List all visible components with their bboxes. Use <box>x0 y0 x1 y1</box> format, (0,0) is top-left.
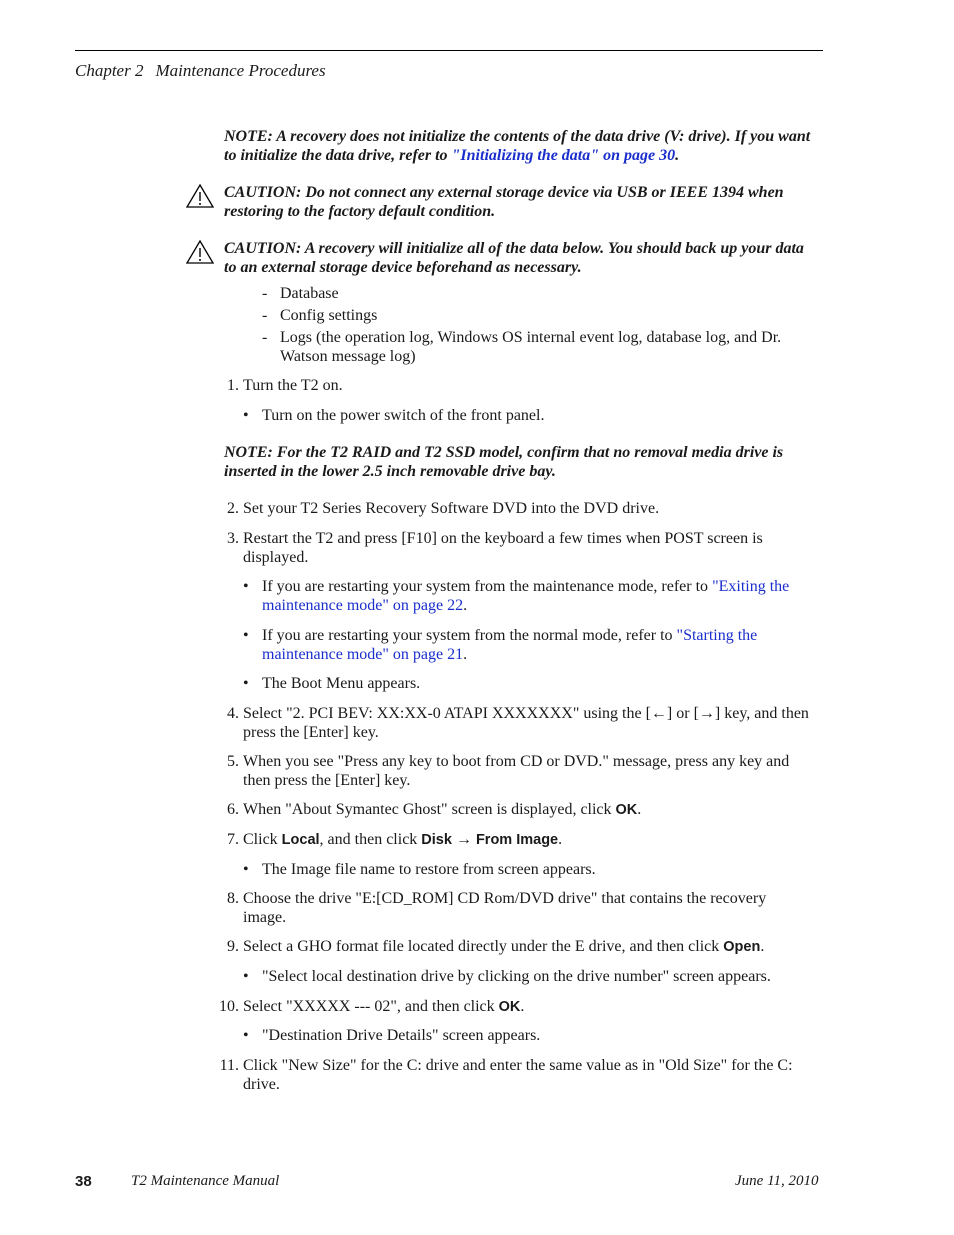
step-number: 2. <box>227 500 239 517</box>
step-text: Select a GHO format file located directly under the E drive, and then click <box>243 938 724 955</box>
bullet-end: . <box>463 597 468 614</box>
list-item <box>262 306 807 325</box>
step-number: 11. <box>219 1057 239 1074</box>
ui-label-ok: OK <box>498 999 521 1015</box>
step-text: Restart the T2 and press [F10] on the keyboard a few times when POST screen is displayed. <box>243 530 763 566</box>
bullet-text: If you are restarting your system from the normal mode, refer to <box>262 627 677 644</box>
step-6 <box>212 800 812 820</box>
manual-title: T2 Maintenance Manual <box>131 1173 280 1189</box>
bullet-text: "Select local destination drive by clicking on the drive number" screen appears. <box>262 968 771 985</box>
step-end: . <box>558 831 563 848</box>
step-number: 1. <box>227 377 239 394</box>
step-number: 7. <box>227 831 239 848</box>
note-end: . <box>675 147 680 164</box>
step-end: . <box>637 801 642 818</box>
caution-data-loss: CAUTION: A recovery will initialize all of the data below. You should back up your data to an external storage device beforehand as necessary. <box>224 240 804 276</box>
bullet-item <box>243 860 808 879</box>
dash-marker: - <box>262 329 268 346</box>
bullet-text: The Image file name to restore from screen appears. <box>262 861 596 878</box>
bullet-marker: • <box>243 407 249 424</box>
bullet-text: If you are restarting your system from the maintenance mode, refer to <box>262 578 713 595</box>
bullet-marker: • <box>243 675 249 692</box>
step-text: Select "XXXXX --- 02", and then click <box>243 998 499 1015</box>
step-number: 4. <box>227 705 239 722</box>
step-number: 6. <box>227 801 239 818</box>
dash-marker: - <box>262 307 268 324</box>
step-text: Click "New Size" for the C: drive and enter the same value as in "Old Size" for the C: drive. <box>243 1057 793 1093</box>
bullet-item <box>243 674 808 693</box>
step-number: 8. <box>227 890 239 907</box>
bullet-text: Turn on the power switch of the front panel. <box>262 407 545 424</box>
step-end: . <box>760 938 765 955</box>
note-recovery <box>224 127 814 165</box>
step-text: Set your T2 Series Recovery Software DVD into the DVD drive. <box>243 500 660 517</box>
warning-icon <box>185 183 215 209</box>
list-item-text: Database <box>280 285 339 302</box>
step-10 <box>212 997 812 1017</box>
bullet-item <box>243 577 808 615</box>
step-number: 3. <box>227 530 239 547</box>
chapter-label: Chapter 2 <box>75 61 144 80</box>
bullet-item <box>243 626 808 664</box>
bullet-text: "Destination Drive Details" screen appears. <box>262 1027 541 1044</box>
step-number: 9. <box>227 938 239 955</box>
list-item-text: Logs (the operation log, Windows OS internal event log, database log, and Dr. Watson message log) <box>280 329 782 365</box>
bullet-text: The Boot Menu appears. <box>262 675 421 692</box>
link-exiting-maintenance-mode[interactable]: "Exiting the maintenance mode" on page 22 <box>262 578 790 614</box>
step-number: 5. <box>227 753 239 770</box>
step-9 <box>212 937 812 957</box>
ui-label-from-image: From Image <box>475 832 559 848</box>
bullet-marker: • <box>243 1027 249 1044</box>
list-item-text: Config settings <box>280 307 378 324</box>
step-4 <box>212 704 812 742</box>
note-text: NOTE: A recovery does not initialize the contents of the data drive (V: drive). If you want to initialize the data drive, refer to <box>224 128 811 164</box>
warning-icon <box>185 239 215 265</box>
step-11 <box>212 1056 812 1094</box>
bullet-marker: • <box>243 627 249 644</box>
bullet-marker: • <box>243 968 249 985</box>
step-text: Turn the T2 on. <box>243 377 343 394</box>
step-3 <box>212 529 812 567</box>
step-1 <box>212 376 812 395</box>
ui-label-ok: OK <box>615 802 638 818</box>
step-text: Choose the drive "E:[CD_ROM] CD Rom/DVD drive" that contains the recovery image. <box>243 890 767 926</box>
link-initializing-data[interactable]: "Initializing the data" on page 30 <box>451 147 676 164</box>
step-text: Select "2. PCI BEV: XX:XX-0 ATAPI XXXXXXX" using the [←] or [→] key, and then press the [Enter] key. <box>243 705 809 741</box>
bullet-item <box>243 406 808 425</box>
step-number: 10. <box>219 998 239 1015</box>
dash-marker: - <box>262 285 268 302</box>
ui-label-open: Open <box>723 939 761 955</box>
bullet-item <box>243 1026 808 1045</box>
list-item <box>262 328 807 366</box>
running-header <box>75 61 326 81</box>
step-8 <box>212 889 812 927</box>
header-rule <box>75 50 823 51</box>
ui-label-disk: Disk <box>421 832 452 848</box>
ui-label-local: Local <box>281 832 320 848</box>
bullet-marker: • <box>243 861 249 878</box>
step-text: When you see "Press any key to boot from CD or DVD." message, press any key and then press the [Enter] key. <box>243 753 790 789</box>
bullet-item <box>243 967 808 986</box>
step-5 <box>212 752 812 790</box>
link-starting-maintenance-mode[interactable]: "Starting the maintenance mode" on page 21 <box>262 627 758 663</box>
note-raid-ssd: NOTE: For the T2 RAID and T2 SSD model, confirm that no removal media drive is inserted in the lower 2.5 inch removable drive bay. <box>224 444 784 480</box>
caution-usb: CAUTION: Do not connect any external storage device via USB or IEEE 1394 when restoring to the factory default condition. <box>224 184 784 220</box>
bullet-end: . <box>463 646 468 663</box>
page-number: 38 <box>75 1173 92 1190</box>
step-text: , and then click <box>319 831 422 848</box>
arrow-right-icon: → <box>451 831 476 848</box>
publication-date: June 11, 2010 <box>735 1173 819 1189</box>
step-7 <box>212 830 812 850</box>
bullet-marker: • <box>243 578 249 595</box>
step-end: . <box>520 998 525 1015</box>
step-2 <box>212 499 812 518</box>
step-text: When "About Symantec Ghost" screen is displayed, click <box>243 801 616 818</box>
step-text: Click <box>243 831 282 848</box>
section-label: Maintenance Procedures <box>155 61 326 80</box>
list-item <box>262 284 807 303</box>
